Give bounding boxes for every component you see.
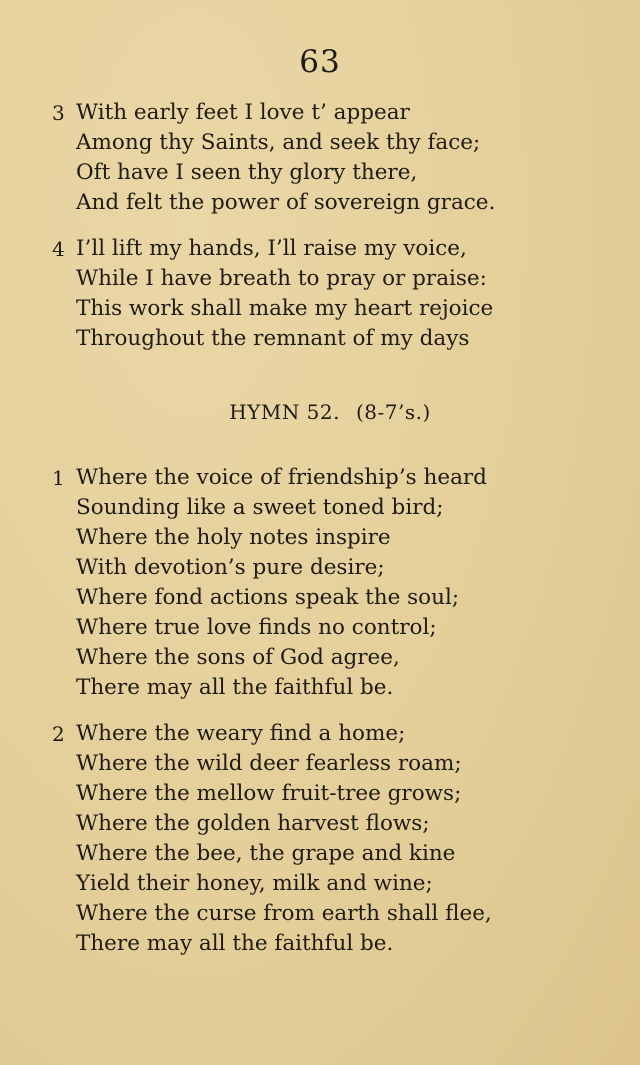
verse-line	[52, 264, 493, 294]
verse-text: Where the curse from earth shall flee,	[76, 901, 492, 926]
verse-text: And felt the power of sovereign grace.	[76, 190, 496, 215]
verse-text: This work shall make my heart rejoice	[76, 296, 494, 321]
hymn-meter: (8-7’s.)	[356, 400, 431, 424]
stanza-prev-4	[52, 234, 493, 354]
verse-text: Where the holy notes inspire	[76, 525, 391, 550]
verse-number: 2	[52, 722, 65, 746]
verse-line	[52, 553, 487, 583]
verse-line	[52, 809, 492, 839]
verse-line	[52, 294, 493, 324]
verse-text: Where true love finds no control;	[76, 615, 437, 640]
verse-line	[52, 779, 492, 809]
verse-text: While I have breath to pray or praise:	[76, 266, 487, 291]
verse-line	[52, 98, 495, 128]
verse-number: 3	[52, 101, 65, 125]
verse-line	[52, 899, 492, 929]
verse-text: With devotion’s pure desire;	[76, 555, 385, 580]
verse-line	[52, 613, 487, 643]
verse-line	[52, 583, 487, 613]
hymn-heading	[0, 400, 640, 424]
verse-text: Where the weary find a home;	[76, 721, 406, 746]
verse-line	[52, 929, 492, 959]
verse-line	[52, 158, 495, 188]
verse-text: There may all the faithful be.	[76, 675, 394, 700]
verse-text: Yield their honey, milk and wine;	[76, 871, 433, 896]
verse-text: With early feet I love t’ appear	[76, 100, 410, 125]
verse-line	[52, 493, 487, 523]
verse-text: Throughout the remnant of my days	[76, 326, 470, 351]
verse-text: Where the golden harvest flows;	[76, 811, 430, 836]
page-number: 63	[299, 44, 341, 80]
verse-line	[52, 869, 492, 899]
verse-text: Where the sons of God agree,	[76, 645, 400, 670]
verse-text: Among thy Saints, and seek thy face;	[76, 130, 481, 155]
verse-text: Where the bee, the grape and kine	[76, 841, 456, 866]
verse-line	[52, 719, 492, 749]
verse-line	[52, 463, 487, 493]
verse-text: Sounding like a sweet toned bird;	[76, 495, 444, 520]
stanza-prev-3	[52, 98, 495, 218]
verse-text: Where the mellow fruit-tree grows;	[76, 781, 462, 806]
verse-text: I’ll lift my hands, I’ll raise my voice,	[76, 236, 467, 261]
verse-line	[52, 643, 487, 673]
stanza-2	[52, 719, 492, 959]
verse-number: 1	[52, 466, 65, 490]
verse-line	[52, 839, 492, 869]
stanza-1	[52, 463, 487, 703]
verse-text: Where the wild deer fearless roam;	[76, 751, 462, 776]
verse-line	[52, 523, 487, 553]
verse-line	[52, 673, 487, 703]
verse-line	[52, 234, 493, 264]
hymn-title: HYMN 52.	[229, 400, 340, 424]
verse-line	[52, 128, 495, 158]
verse-text: There may all the faithful be.	[76, 931, 394, 956]
verse-text: Where fond actions speak the soul;	[76, 585, 460, 610]
verse-text: Where the voice of friendship’s heard	[76, 465, 487, 490]
verse-line	[52, 324, 493, 354]
verse-text: Oft have I seen thy glory there,	[76, 160, 418, 185]
verse-number: 4	[52, 237, 65, 261]
verse-line	[52, 188, 495, 218]
verse-line	[52, 749, 492, 779]
